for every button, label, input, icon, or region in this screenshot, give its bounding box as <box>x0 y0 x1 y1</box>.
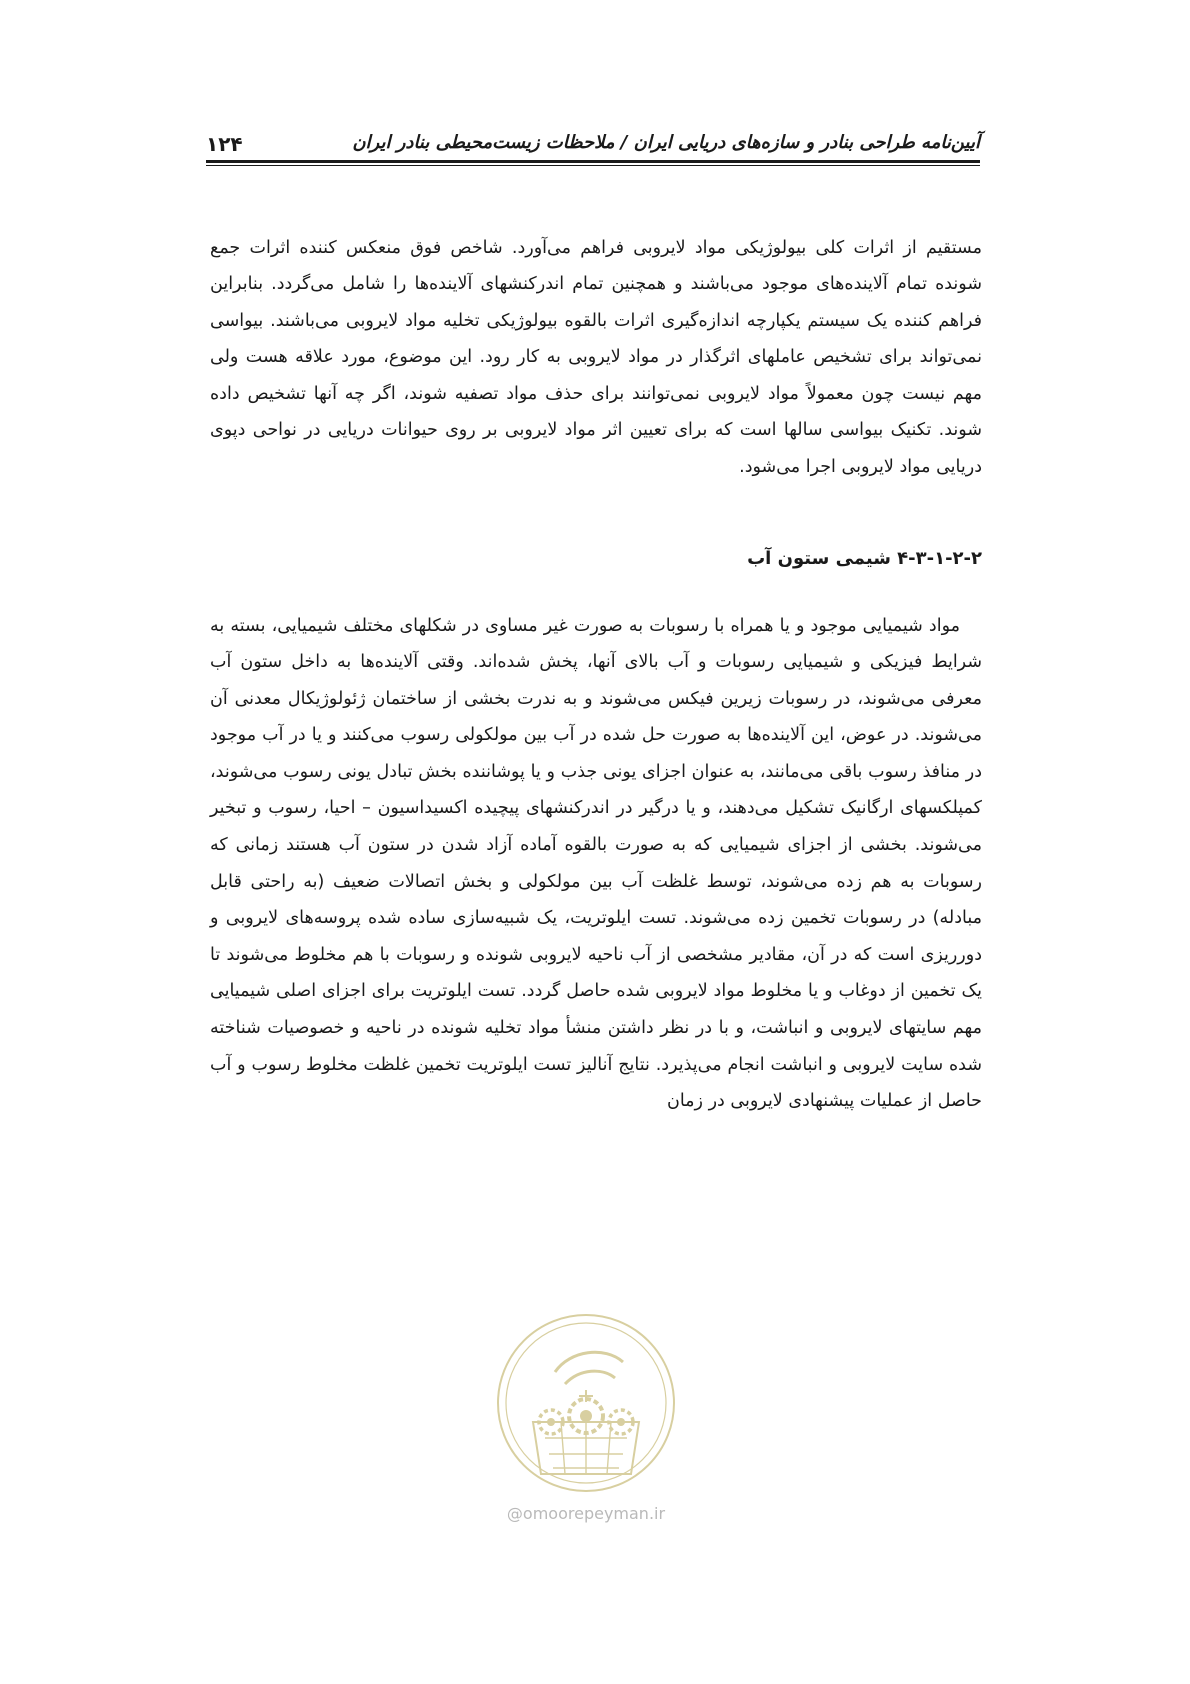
body-paragraph-1: مستقیم از اثرات کلی بیولوژیکی مواد لایروبی فراهم می‌آورد. شاخص فوق منعکس کننده اثرات جمع شونده تمام آلاینده‌های موجود می‌باشند و همچنین تمام اندرکنشهای آلاینده‌ها را شامل می‌گردد. بنابراین فراهم کننده یک سیستم یکپارچه اندازه‌گیری اثرات بالقوه بیولوژیکی تخلیه مواد لایروبی می‌باشند. بیواسی نمی‌تواند برای تشخیص عاملهای اثرگذار در مواد لایروبی به کار رود. این موضوع، مورد علاقه هست ولی مهم نیست چون معمولاً مواد لایروبی نمی‌توانند برای حذف مواد تصفیه شوند، اگر چه آنها تشخیص داده شوند. تکنیک بیواسی سالها است که برای تعیین اثر مواد لایروبی بر روی حیوانات دریایی در نواحی دپوی دریایی مواد لایروبی اجرا می‌شود. <box>210 237 982 478</box>
header-title: آیین‌نامه طراحی بنادر و سازه‌های دریایی ایران / ملاحظات زیست‌محیطی بنادر ایران <box>352 132 980 153</box>
page-number: ۱۲۴ <box>206 132 243 156</box>
watermark-website: @omoorepeyman.ir <box>506 1504 666 1523</box>
running-header <box>206 124 980 160</box>
section-heading: ۴-۳-۱-۲-۲ شیمی ستون آب <box>747 548 982 569</box>
body-paragraph-2: مواد شیمیایی موجود و یا همراه با رسوبات به صورت غیر مساوی در شکلهای مختلف شیمیایی، بسته به شرایط فیزیکی و شیمیایی رسوبات و آب بالای آنها، پخش شده‌اند. وقتی آلاینده‌ها به داخل ستون آب معرفی می‌شوند، در رسوبات زیرین فیکس می‌شوند و به ندرت بخشی از ساختمان ژئولوژیکال معدنی آن می‌شوند. در عوض، این آلاینده‌ها به صورت حل شده در آب بین مولکولی رسوب می‌کنند و یا در آب موجود در منافذ رسوب باقی می‌مانند، به عنوان اجزای یونی جذب و یا پوشاننده بخش تبادل یونی رسوب می‌شوند، کمپلکسهای ارگانیک تشکیل می‌دهند، و یا درگیر در اندرکنشهای پیچیده اکسیداسیون – احیا، رسوب و تبخیر می‌شوند. بخشی از اجزای شیمیایی که به صورت بالقوه آماده آزاد شدن در ستون آب هستند زمانی که رسوبات به هم زده می‌شوند، توسط غلظت آب بین مولکولی و بخش اتصالات ضعیف (به راحتی قابل مبادله) در رسوبات تخمین زده می‌شوند. تست ایلوتریت، یک شبیه‌سازی ساده شده پروسه‌های لایروبی و دورریزی است که در آن، مقادیر مشخصی از آب ناحیه لایروبی شونده و رسوبات با هم مخلوط می‌شوند تا یک تخمین از دوغاب و یا مخلوط مواد لایروبی شده حاصل گردد. تست ایلوتریت برای اجزای اصلی شیمیایی مهم سایتهای لایروبی و انباشت، و با در نظر داشتن منشأ مواد تخلیه شونده در ناحیه و خصوصیات شناخته شده سایت لایروبی و انباشت انجام می‌پذیرد. نتایج آنالیز تست ایلوتریت تخمین غلظت مخلوط رسوب و آب حاصل از عملیات پیشنهادی لایروبی در زمان <box>210 615 982 1112</box>
watermark-logo-icon <box>495 1312 677 1494</box>
header-rule-thick <box>206 160 980 163</box>
header-rule-thin <box>206 165 980 166</box>
